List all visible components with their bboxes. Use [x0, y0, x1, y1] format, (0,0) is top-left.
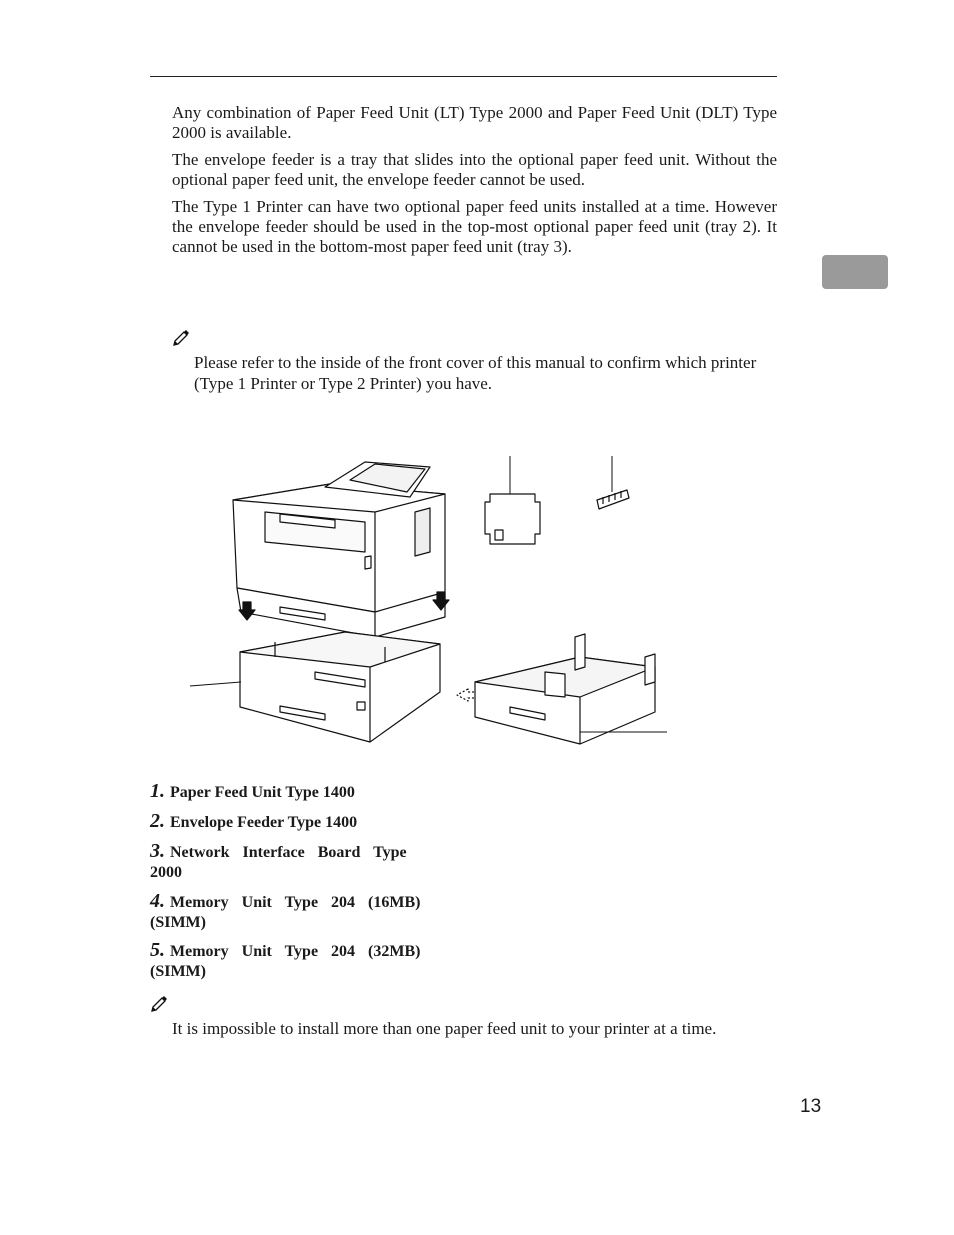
- options-illustration: [185, 452, 675, 752]
- pencil-note-icon: [172, 328, 190, 346]
- printer-illustration: [233, 462, 445, 637]
- paper-feed-unit-illustration: [240, 632, 440, 742]
- list-item: 2. Envelope Feeder Type 1400: [150, 810, 358, 832]
- list-item: 1. Paper Feed Unit Type 1400: [150, 780, 355, 802]
- network-board-illustration: [485, 494, 540, 544]
- page-number: 13: [800, 1096, 822, 1117]
- note-text-2: It is impossible to install more than one paper feed unit to your printer at a time.: [172, 1019, 717, 1038]
- header-rule: [150, 76, 777, 77]
- list-item: 5. Memory Unit Type 204 (32MB) (SIMM): [150, 939, 421, 980]
- paragraph-1: Any combination of Paper Feed Unit (LT) Type 2000 and Paper Feed Unit (DLT) Type 2000 is available.: [172, 103, 777, 142]
- pencil-note-icon: [150, 994, 168, 1012]
- paragraph-2: The envelope feeder is a tray that slides into the optional paper feed unit. Without the optional paper feed unit, the envelope feeder cannot be used.: [172, 150, 777, 189]
- simm-module-illustration: [597, 490, 629, 509]
- list-item: 3. Network Interface Board Type 2000: [150, 840, 407, 881]
- list-item: 4. Memory Unit Type 204 (16MB) (SIMM): [150, 890, 421, 931]
- chapter-tab: [822, 255, 888, 289]
- paragraph-3: The Type 1 Printer can have two optional paper feed units installed at a time. However the envelope feeder should be used in the top-most optional paper feed unit (tray 2). It cannot be used in the bottom-most paper feed unit (tray 3).: [172, 197, 777, 256]
- note-text-1: Please refer to the inside of the front cover of this manual to confirm which printer (Type 1 Printer or Type 2 Printer) you have.: [194, 353, 757, 393]
- envelope-feeder-illustration: [475, 634, 655, 744]
